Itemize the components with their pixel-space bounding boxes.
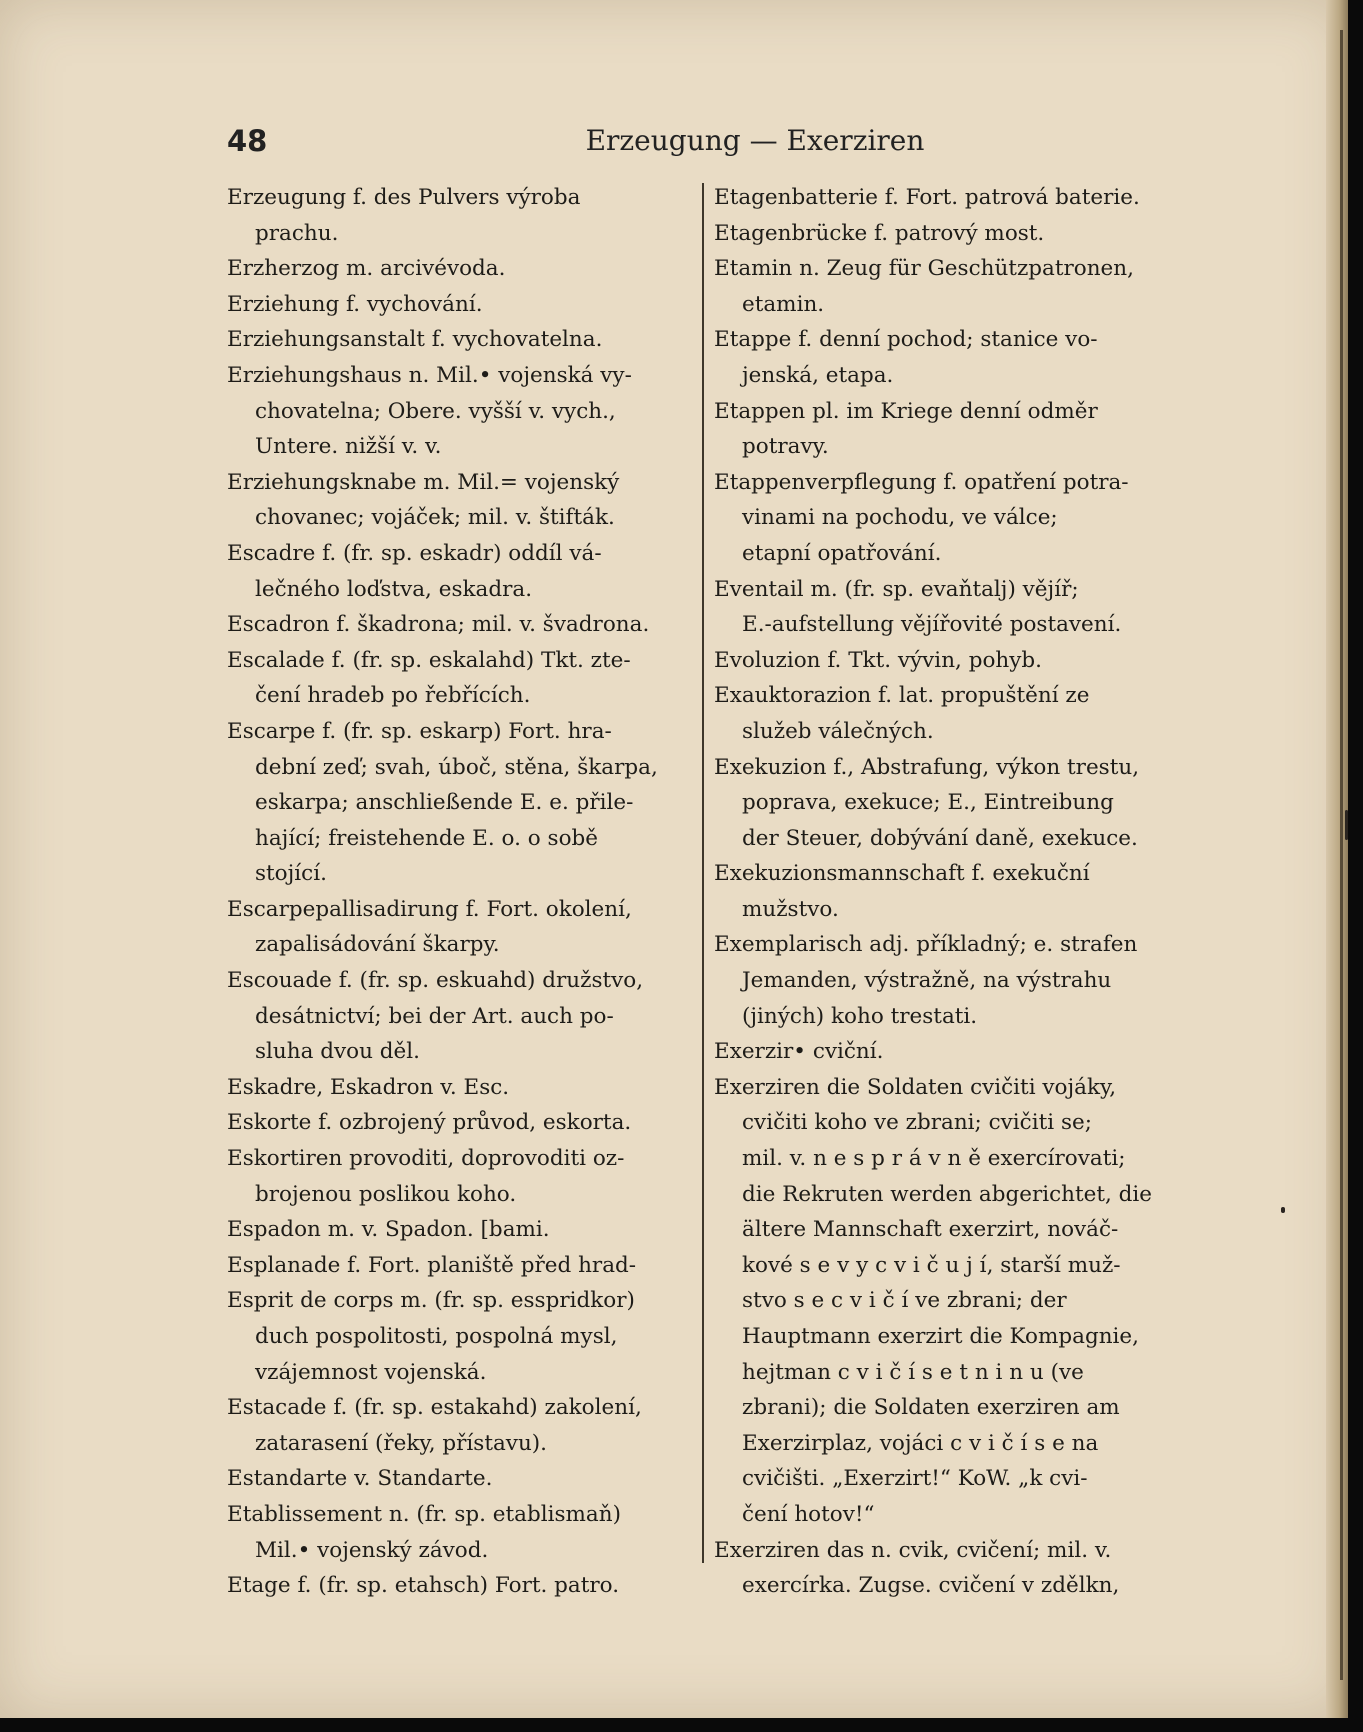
entry-headword-line: Exerziren das n. cvik, cvičení; mil. v. (714, 1537, 1112, 1563)
entry-continuation-line: Untere. nižší v. v. (255, 434, 442, 460)
entry-headword-line: Escouade f. (fr. sp. eskuahd) družstvo, (227, 968, 644, 994)
entry-headword-line: Eskadre, Eskadron v. Esc. (227, 1074, 510, 1100)
dictionary-entry (714, 394, 1187, 465)
entry-continuation-line: vzájemnost vojenská. (255, 1359, 487, 1385)
running-title: Erzeugung — Exerziren (585, 124, 925, 157)
entry-headword-line: Escarpepallisadirung f. Fort. okolení, (227, 896, 632, 922)
entry-continuation-line: der Steuer, dobývání daně, exekuce. (742, 825, 1138, 851)
entry-continuation-line: chovatelna; Obere. vyšší v. vych., (255, 398, 616, 424)
dictionary-entry (714, 572, 1187, 643)
entry-continuation-line: stojící. (255, 861, 327, 887)
entry-continuation-line: etamin. (742, 291, 825, 317)
entry-headword-line: Eskortiren provoditi, doprovoditi oz- (227, 1146, 625, 1172)
dictionary-entry (714, 1034, 1187, 1070)
entry-continuation-line: eskarpa; anschließende E. e. přile- (255, 790, 634, 816)
entry-continuation-line: stvo s e c v i č í ve zbrani; der (742, 1288, 1067, 1314)
entry-headword-line: Erziehungsanstalt f. vychovatelna. (227, 327, 603, 353)
entry-continuation-line: zbrani); die Soldaten exerziren am (742, 1395, 1120, 1421)
entry-continuation-line: ältere Mannschaft exerzirt, nováč- (742, 1217, 1119, 1243)
page-header (225, 124, 1175, 164)
entry-headword-line: Etablissement n. (fr. sp. etablismaň) (227, 1501, 621, 1527)
entry-headword-line: Exekuzionsmannschaft f. exekuční (714, 861, 1090, 887)
dictionary-entry (714, 927, 1187, 1034)
dictionary-entry (714, 1533, 1187, 1604)
entry-headword-line: Evoluzion f. Tkt. vývin, pohyb. (714, 647, 1043, 673)
entry-continuation-line: jenská, etapa. (742, 362, 894, 388)
entry-headword-line: Exauktorazion f. lat. propuštění ze (714, 683, 1090, 709)
entry-continuation-line: zatarasení (řeky, přístavu). (255, 1430, 548, 1456)
page-number: 48 (227, 124, 268, 158)
entry-continuation-line: Exerzirplaz, vojáci c v i č í s e na (742, 1430, 1099, 1456)
entry-headword-line: Erziehungsknabe m. Mil.= vojenský (227, 469, 620, 495)
spine-shadow-line (1340, 30, 1343, 1680)
entry-continuation-line: desátnictví; bei der Art. auch po- (255, 1003, 614, 1029)
book-spine (1326, 0, 1348, 1718)
entry-continuation-line: čení hotov!“ (742, 1501, 875, 1527)
entry-headword-line: Etappe f. denní pochod; stanice vo- (714, 327, 1098, 353)
dictionary-entry (714, 750, 1187, 857)
dictionary-entry (714, 251, 1187, 322)
dictionary-entry (714, 216, 1187, 252)
dictionary-entry (714, 322, 1187, 393)
dictionary-entry (714, 678, 1187, 749)
entry-continuation-line: potravy. (742, 434, 829, 460)
entry-continuation-line: čení hradeb po řebřících. (255, 683, 531, 709)
entry-continuation-line: prachu. (255, 220, 339, 246)
entry-headword-line: Exerzir• cviční. (714, 1039, 884, 1065)
entry-continuation-line: kové s e v y c v i č u j í, starší muž- (742, 1252, 1121, 1278)
dictionary-entry (714, 1070, 1187, 1533)
entry-continuation-line: cvičiti koho ve zbrani; cvičiti se; (742, 1110, 1092, 1136)
entry-headword-line: Esplanade f. Fort. planiště před hrad- (227, 1252, 637, 1278)
dictionary-entry (227, 1105, 695, 1141)
dictionary-entry (227, 1070, 695, 1106)
dictionary-entry (714, 180, 1187, 216)
entry-continuation-line: die Rekruten werden abgerichtet, die (742, 1181, 1153, 1207)
entry-continuation-line: dební zeď; svah, úboč, stěna, škarpa, (255, 754, 658, 780)
entry-continuation-line: E.-aufstellung vějířovité postavení. (742, 612, 1122, 638)
dictionary-entry (227, 1141, 695, 1212)
dictionary-entry (227, 1212, 695, 1248)
entry-continuation-line: (jiných) koho trestati. (742, 1003, 978, 1029)
entry-headword-line: Exekuzion f., Abstrafung, výkon trestu, (714, 754, 1140, 780)
dictionary-entry (227, 607, 695, 643)
entry-headword-line: Escadron f. škadrona; mil. v. švadrona. (227, 612, 650, 638)
entry-continuation-line: Mil.• vojenský závod. (255, 1537, 489, 1563)
dictionary-entry (714, 465, 1187, 572)
dictionary-entry (714, 856, 1187, 927)
entry-continuation-line: brojenou poslikou koho. (255, 1181, 517, 1207)
dictionary-entry (227, 536, 695, 607)
entry-continuation-line: duch pospolitosti, pospolná mysl, (255, 1324, 618, 1349)
entry-headword-line: Erzeugung f. des Pulvers výroba (227, 185, 581, 210)
edge-mark (1345, 810, 1348, 840)
dictionary-entry (227, 892, 695, 963)
entry-continuation-line: služeb válečných. (742, 718, 934, 744)
entry-headword-line: Estacade f. (fr. sp. estakahd) zakolení, (227, 1395, 642, 1421)
dictionary-entry (227, 963, 695, 1070)
entry-headword-line: Erziehungshaus n. Mil.• vojenská vy- (227, 362, 632, 388)
right-column (714, 180, 1187, 1604)
entry-headword-line: Eventail m. (fr. sp. evaňtalj) vějíř; (714, 576, 1079, 602)
dictionary-entry (227, 1568, 695, 1604)
entry-headword-line: Erzherzog m. arcivévoda. (227, 256, 506, 282)
entry-headword-line: Escadre f. (fr. sp. eskadr) oddíl vá- (227, 540, 602, 566)
entry-continuation-line: vinami na pochodu, ve válce; (742, 505, 1058, 531)
entry-continuation-line: Hauptmann exerzirt die Kompagnie, (742, 1324, 1139, 1349)
dictionary-entry (227, 465, 695, 536)
entry-continuation-line: mužstvo. (742, 896, 839, 922)
dictionary-entry (227, 1390, 695, 1461)
entry-continuation-line: hající; freistehende E. o. o sobě (255, 825, 599, 851)
entry-continuation-line: poprava, exekuce; E., Eintreibung (742, 790, 1114, 816)
entry-headword-line: Etamin n. Zeug für Geschützpatronen, (714, 256, 1134, 282)
dictionary-entry (227, 714, 695, 892)
entry-continuation-line: exercírka. Zugse. cvičení v zdělkn, (742, 1573, 1120, 1599)
entry-headword-line: Etagenbrücke f. patrový most. (714, 220, 1045, 246)
dictionary-entry (227, 287, 695, 323)
dictionary-entry (714, 643, 1187, 679)
entry-continuation-line: mil. v. n e s p r á v n ě exercírovati; (742, 1146, 1126, 1172)
entry-headword-line: Eskorte f. ozbrojený průvod, eskorta. (227, 1110, 632, 1136)
entry-continuation-line: sluha dvou děl. (255, 1039, 420, 1065)
dictionary-entry (227, 1248, 695, 1284)
entry-continuation-line: Jemanden, výstražně, na výstrahu (742, 968, 1112, 994)
dictionary-entry (227, 180, 695, 251)
dictionary-entry (227, 358, 695, 465)
entry-continuation-line: hejtman c v i č í s e t n i n u (ve (742, 1359, 1084, 1385)
dictionary-entry (227, 322, 695, 358)
entry-continuation-line: zapalisádování škarpy. (255, 932, 500, 958)
left-column (227, 180, 695, 1604)
entry-continuation-line: chovanec; vojáček; mil. v. štifták. (255, 505, 615, 531)
dictionary-entry (227, 1497, 695, 1568)
dictionary-entry (227, 1461, 695, 1497)
entry-continuation-line: lečného loďstva, eskadra. (255, 576, 533, 602)
dictionary-entry (227, 251, 695, 287)
entry-continuation-line: etapní opatřování. (742, 540, 942, 566)
column-divider (702, 183, 704, 1563)
entry-headword-line: Etagenbatterie f. Fort. patrová baterie. (714, 185, 1140, 210)
ink-speck (1281, 1207, 1285, 1213)
dictionary-entry (227, 1283, 695, 1390)
entry-headword-line: Etappen pl. im Kriege denní odměr (714, 398, 1098, 424)
entry-headword-line: Esprit de corps m. (fr. sp. esspridkor) (227, 1288, 635, 1314)
entry-headword-line: Escalade f. (fr. sp. eskalahd) Tkt. zte- (227, 647, 631, 673)
entry-headword-line: Escarpe f. (fr. sp. eskarp) Fort. hra- (227, 718, 612, 744)
entry-headword-line: Etappenverpflegung f. opatření potra- (714, 469, 1129, 495)
entry-headword-line: Exemplarisch adj. příkladný; e. strafen (714, 932, 1138, 958)
entry-headword-line: Etage f. (fr. sp. etahsch) Fort. patro. (227, 1573, 620, 1599)
entry-headword-line: Estandarte v. Standarte. (227, 1466, 493, 1492)
entry-headword-line: Espadon m. v. Spadon. [bami. (227, 1217, 550, 1243)
entry-continuation-line: cvičišti. „Exerzirt!“ KoW. „k cvi- (742, 1466, 1088, 1492)
entry-headword-line: Erziehung f. vychování. (227, 291, 483, 317)
dictionary-entry (227, 643, 695, 714)
entry-headword-line: Exerziren die Soldaten cvičiti vojáky, (714, 1074, 1117, 1100)
